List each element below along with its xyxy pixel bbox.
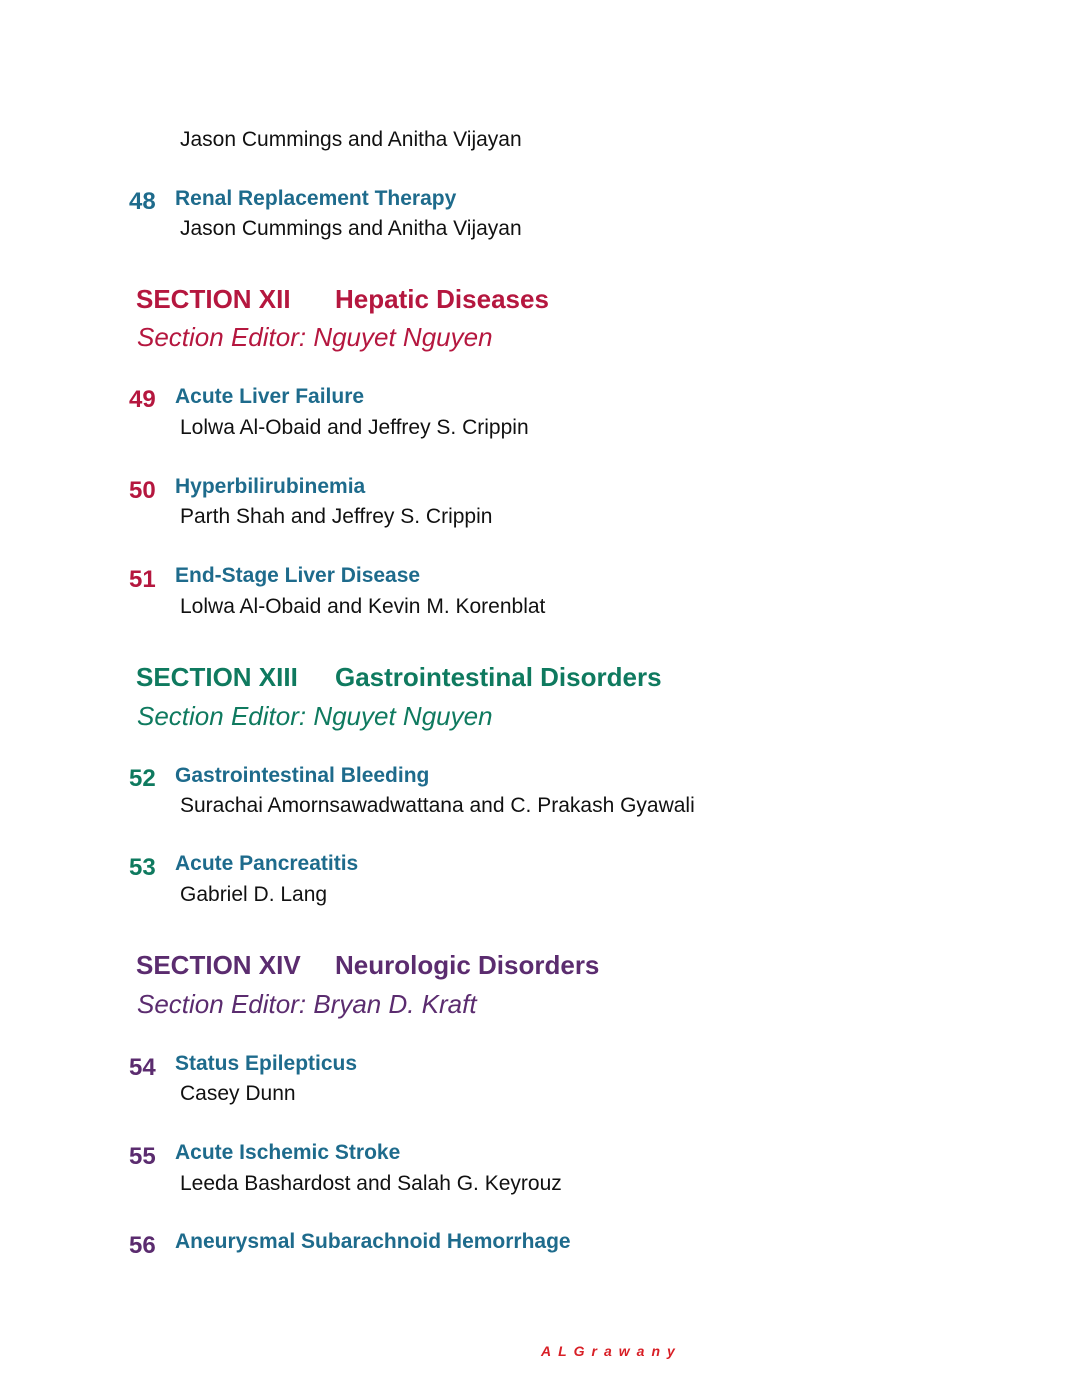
chapter-55-number: 55 [129,1143,156,1170]
chapter-52-title[interactable]: Gastrointestinal Bleeding [175,764,430,787]
chapter-56-title[interactable]: Aneurysmal Subarachnoid Hemorrhage [175,1230,571,1253]
chapter-48-authors: Jason Cummings and Anitha Vijayan [180,217,522,240]
chapter-51-title[interactable]: End-Stage Liver Disease [175,564,421,587]
chapter-55-title[interactable]: Acute Ischemic Stroke [175,1141,401,1164]
section-13-name[interactable]: Gastrointestinal Disorders [335,662,662,692]
chapter-52-authors: Surachai Amornsawadwattana and C. Prakash Gyawali [180,794,695,817]
section-14-editor: Section Editor: Bryan D. Kraft [137,989,477,1019]
chapter-52-number: 52 [129,765,156,792]
chapter-51-authors: Lolwa Al-Obaid and Kevin M. Korenblat [180,595,546,618]
section-14-name[interactable]: Neurologic Disorders [335,950,600,980]
section-12-name[interactable]: Hepatic Diseases [335,284,549,314]
chapter-54-number: 54 [129,1054,156,1081]
chapter-49-title[interactable]: Acute Liver Failure [175,385,365,408]
watermark: ALGrawany [541,1343,682,1359]
chapter-53-title[interactable]: Acute Pancreatitis [175,852,359,875]
section-13-editor: Section Editor: Nguyet Nguyen [137,701,493,731]
chapter-54-title[interactable]: Status Epilepticus [175,1052,358,1075]
chapter-54-authors: Casey Dunn [180,1082,296,1105]
section-12-label: SECTION XII [136,284,291,314]
chapter-49-number: 49 [129,386,156,413]
section-13-label: SECTION XIII [136,662,298,692]
chapter-53-authors: Gabriel D. Lang [180,883,328,906]
chapter-53-number: 53 [129,854,156,881]
section-12-editor: Section Editor: Nguyet Nguyen [137,322,493,352]
section-14-label: SECTION XIV [136,950,301,980]
chapter-55-authors: Leeda Bashardost and Salah G. Keyrouz [180,1172,562,1195]
chapter-50-authors: Parth Shah and Jeffrey S. Crippin [180,505,493,528]
chapter-48-number: 48 [129,188,156,215]
chapter-48-title[interactable]: Renal Replacement Therapy [175,187,457,210]
chapter-50-title[interactable]: Hyperbilirubinemia [175,475,366,498]
chapter-50-number: 50 [129,477,156,504]
chapter-47-authors: Jason Cummings and Anitha Vijayan [180,128,522,151]
chapter-49-authors: Lolwa Al-Obaid and Jeffrey S. Crippin [180,416,529,439]
chapter-51-number: 51 [129,566,156,593]
chapter-56-number: 56 [129,1232,156,1259]
